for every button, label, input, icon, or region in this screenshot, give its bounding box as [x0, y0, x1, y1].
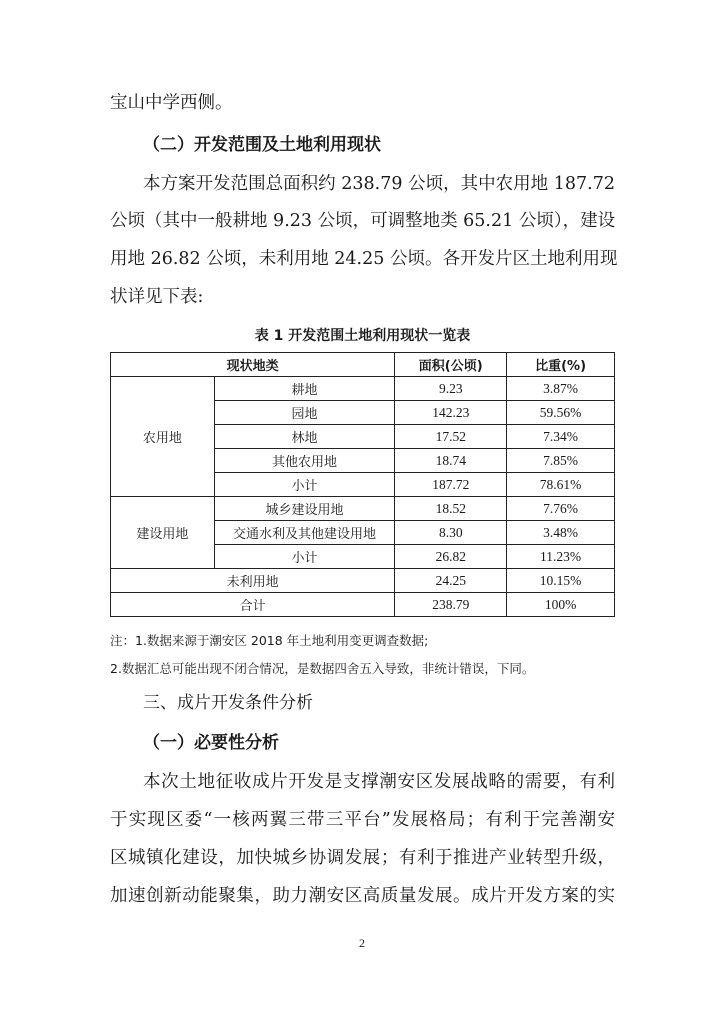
row-name: 其他农用地	[214, 449, 395, 473]
table-note: 注：1.数据来源于潮安区 2018 年土地利用变更调查数据;	[110, 633, 429, 648]
row-area: 18.74	[395, 449, 507, 473]
row-ratio: 10.15%	[507, 569, 615, 593]
paragraph-line: 本方案开发范围总面积约 238.79 公顷，其中农用地 187.72	[143, 174, 615, 194]
table-row	[111, 377, 615, 401]
paragraph-line: 公顷（其中一般耕地 9.23 公顷，可调整地类 65.21 公顷），建设	[110, 211, 616, 231]
row-ratio: 59.56%	[507, 401, 615, 425]
table-caption: 表 1 开发范围土地利用现状一览表	[254, 328, 471, 344]
land-use-table	[110, 352, 615, 617]
chapter-heading: 三、成片开发条件分析	[143, 693, 313, 713]
table-row	[111, 497, 615, 521]
table-note: 2.数据汇总可能出现不闭合情况，是数据四舍五入导致，非统计错误，下同。	[110, 661, 535, 676]
table-header-row	[111, 353, 615, 377]
table-row-total	[111, 593, 615, 617]
header-category: 现状地类	[111, 353, 395, 377]
row-name: 城乡建设用地	[214, 497, 395, 521]
row-area: 187.72	[395, 473, 507, 497]
row-ratio: 100%	[507, 593, 615, 617]
row-name: 林地	[214, 425, 395, 449]
header-area: 面积(公顷)	[395, 353, 507, 377]
paragraph-line: 于实现区委“一核两翼三带三平台”发展格局；有利于完善潮安	[110, 810, 615, 830]
section-heading: （二）开发范围及土地利用现状	[143, 135, 381, 155]
row-area: 18.52	[395, 497, 507, 521]
row-area: 26.82	[395, 545, 507, 569]
paragraph-line: 用地 26.82 公顷，未利用地 24.25 公顷。各开发片区土地利用现	[110, 249, 618, 269]
header-ratio: 比重(%)	[507, 353, 615, 377]
paragraph-line: 区城镇化建设，加快城乡协调发展；有利于推进产业转型升级，	[110, 848, 615, 868]
paragraph-line: 宝山中学西侧。	[110, 93, 233, 113]
row-ratio: 3.87%	[507, 377, 615, 401]
paragraph-line: 本次土地征收成片开发是支撑潮安区发展战略的需要，有利	[143, 772, 615, 792]
row-ratio: 78.61%	[507, 473, 615, 497]
table-row	[111, 569, 615, 593]
row-ratio: 7.34%	[507, 425, 615, 449]
group-label-agri: 农用地	[111, 377, 215, 497]
row-ratio: 11.23%	[507, 545, 615, 569]
row-ratio: 7.76%	[507, 497, 615, 521]
paragraph-line: 加速创新动能聚集，助力潮安区高质量发展。成片开发方案的实	[110, 886, 615, 906]
row-ratio: 7.85%	[507, 449, 615, 473]
row-area: 142.23	[395, 401, 507, 425]
row-name: 未利用地	[111, 569, 395, 593]
row-name: 园地	[214, 401, 395, 425]
row-area: 9.23	[395, 377, 507, 401]
row-name: 交通水利及其他建设用地	[214, 521, 395, 545]
paragraph-line: 状详见下表:	[110, 287, 204, 307]
row-name: 小计	[214, 473, 395, 497]
row-area: 8.30	[395, 521, 507, 545]
row-area: 17.52	[395, 425, 507, 449]
row-name: 耕地	[214, 377, 395, 401]
page-number: 2	[359, 936, 365, 950]
row-area: 238.79	[395, 593, 507, 617]
row-area: 24.25	[395, 569, 507, 593]
group-label-build: 建设用地	[111, 497, 215, 569]
row-ratio: 3.48%	[507, 521, 615, 545]
section-heading: （一）必要性分析	[143, 733, 279, 753]
row-name: 合计	[111, 593, 395, 617]
row-name: 小计	[214, 545, 395, 569]
